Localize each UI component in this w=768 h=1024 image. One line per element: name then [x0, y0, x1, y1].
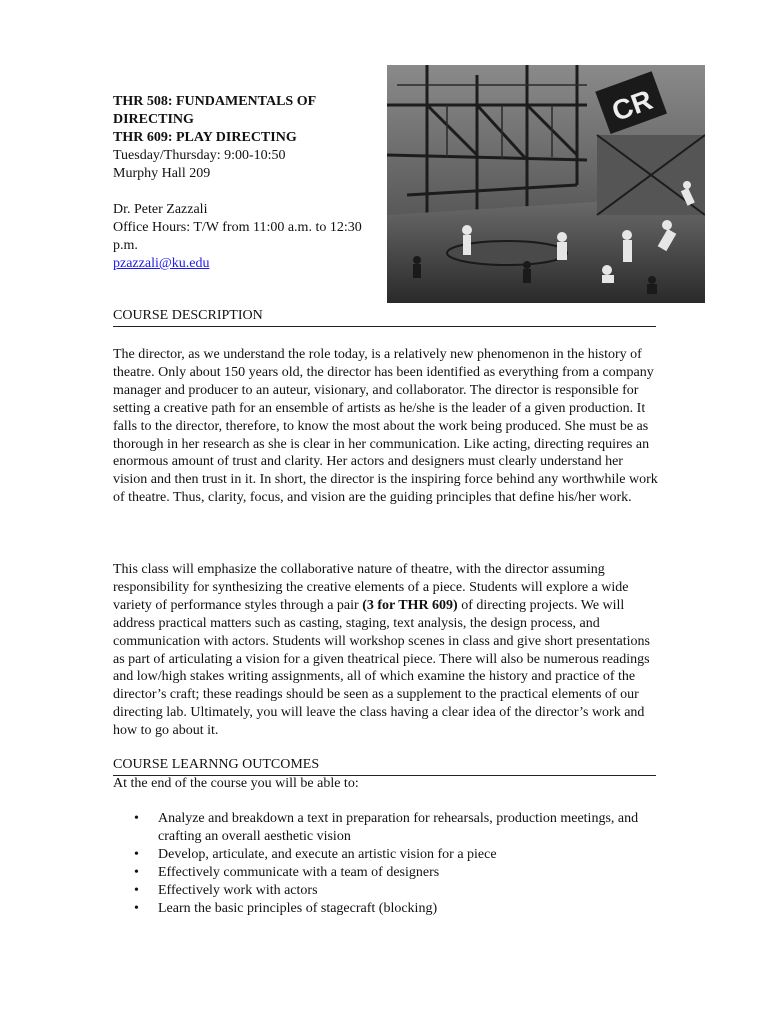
course-description-paragraph-2: This class will emphasize the collaborative nature of theatre, with the director assuming responsibility for synthesizing the creative elements of a piece. Students will explore a wide variety of performance styles through a pair (3 for THR 609) of directing projects. We will address practical matters such as casting, staging, text analysis, the design process, and communication with actors. Students will workshop scenes in class and give short presentations as part of articulating a vision for a given theatrical piece. There will also be numerous readings and low/high stakes writing assignments, all of which examine the history and practice of the director’s craft; these readings should be seen as a supplement to the practical elements of our directing lab. Ultimately, you will leave the class having a clear idea of the director’s work and how to go about it.	[113, 562, 650, 739]
course-schedule: Tuesday/Thursday: 9:00-10:50	[113, 148, 286, 163]
list-item: • Analyze and breakdown a text in preparation for rehearsals, production meetings, and crafting an overall aesthetic vision	[134, 811, 639, 844]
theatre-production-photo	[387, 65, 705, 303]
instructor-name: Dr. Peter Zazzali	[113, 202, 208, 217]
bullet-icon: •	[134, 811, 139, 826]
thr609-note: (3 for THR 609)	[362, 597, 458, 613]
list-item: • Effectively work with actors	[134, 882, 318, 898]
bullet-icon: •	[134, 900, 139, 916]
course-description-paragraph-1: The director, as we understand the role today, is a relatively new phenomenon in the history of theatre. Only about 150 years old, the director has been identified as everything from a company manager and producer to an auteur, visionary, and collaborator. The director is responsible for setting a creative path for an ensemble of artists as he/she is the leader of a given production. It falls to the director, therefore, to know the most about the work being produced. She must be as thorough in her research as she is clear in her communication. Like acting, directing requires an enormous amount of trust and clarity. Her actors and designers must clearly understand her vision and then trust in it. In short, the director is the inspiring force behind any worthwhile work of theatre. Thus, clarity, focus, and vision are the guiding principles that define his/her work.	[113, 347, 658, 506]
list-item: • Develop, articulate, and execute an artistic vision for a piece	[134, 846, 497, 862]
sign-text: CR	[607, 83, 657, 127]
bullet-icon: •	[134, 882, 139, 898]
learning-outcomes-list	[113, 810, 658, 917]
course-title-508: THR 508: FUNDAMENTALS OF DIRECTING	[113, 94, 316, 127]
course-title-609: THR 609: PLAY DIRECTING	[113, 130, 297, 145]
list-item: • Learn the basic principles of stagecraft (blocking)	[134, 900, 438, 916]
office-hours: Office Hours: T/W from 11:00 a.m. to 12:30 p.m.	[113, 220, 362, 253]
instructor-email-link[interactable]: pzazzali@ku.edu	[113, 256, 210, 271]
course-description-heading: COURSE DESCRIPTION	[113, 307, 656, 327]
learning-outcomes-heading: COURSE LEARNNG OUTCOMES	[113, 756, 656, 776]
list-item: • Effectively communicate with a team of designers	[134, 864, 440, 880]
bullet-icon: •	[134, 846, 139, 862]
learning-outcomes-intro: At the end of the course you will be able to:	[113, 776, 359, 791]
bullet-icon: •	[134, 864, 139, 880]
course-header	[113, 93, 373, 273]
course-location: Murphy Hall 209	[113, 166, 211, 181]
